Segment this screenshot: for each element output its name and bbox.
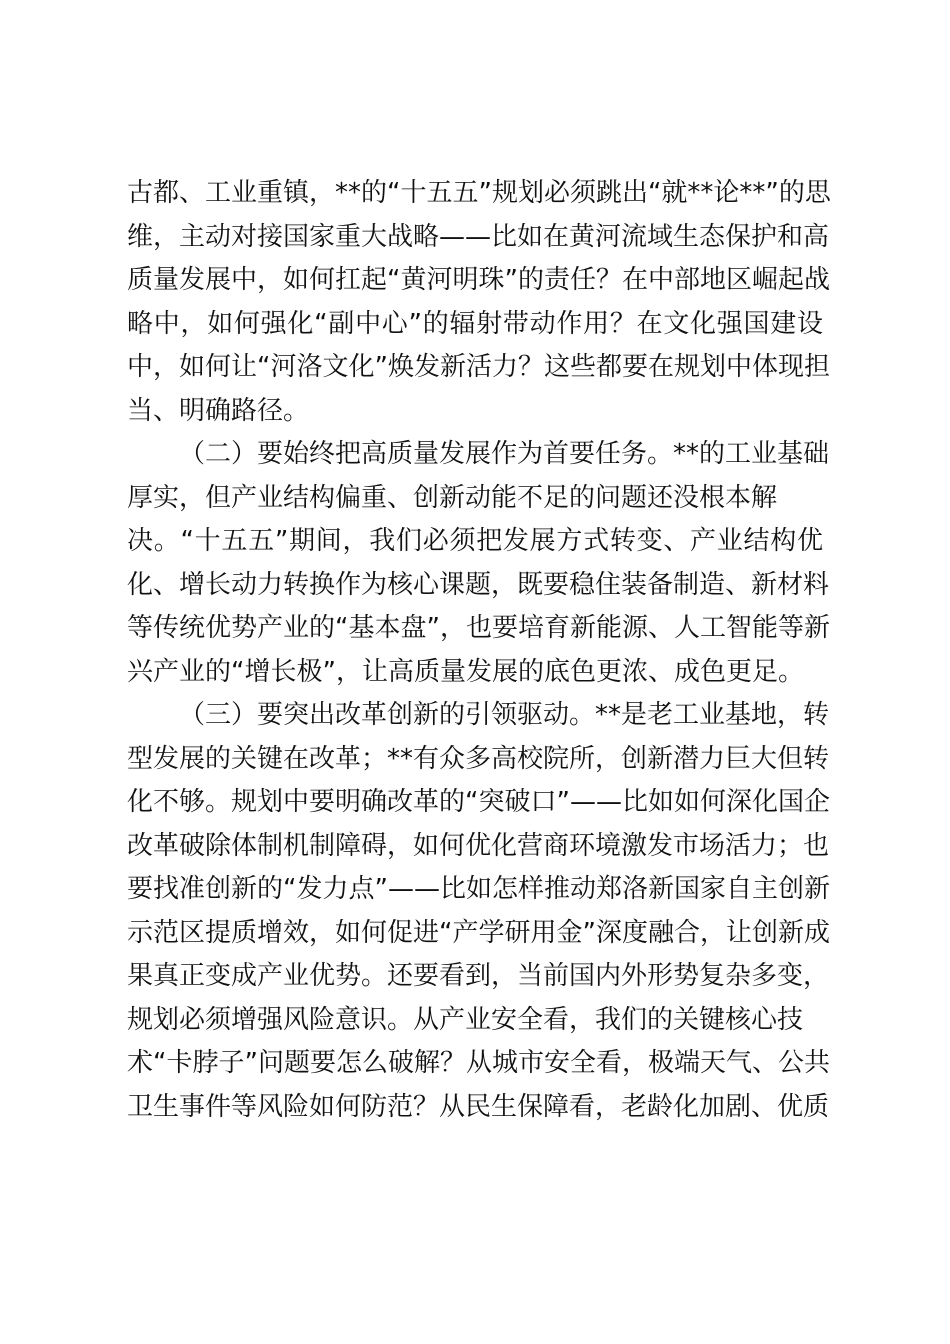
text-line: 改革破除体制机制障碍，如何优化营商环境激发市场活力；也 (127, 830, 830, 861)
text-line: 术“卡脖子”问题要怎么破解？从城市安全看，极端天气、公共 (127, 1048, 830, 1078)
paragraph-heading-line: （三）要突出改革创新的引领驱动。**是老工业基地，转 (179, 700, 830, 730)
text-line: 示范区提质增效，如何促进“产学研用金”深度融合，让创新成 (127, 917, 830, 948)
text-line: 化不够。规划中要明确改革的“突破口”——比如如何深化国企 (127, 787, 830, 817)
text-line: 化、增长动力转换作为核心课题，既要稳住装备制造、新材料 (127, 569, 830, 600)
text-line: 兴产业的“增长极”，让高质量发展的底色更浓、成色更足。 (127, 656, 804, 687)
text-line: 略中，如何强化“副中心”的辐射带动作用？在文化强国建设 (127, 308, 823, 339)
text-line: 果真正变成产业优势。还要看到，当前国内外形势复杂多变， (127, 961, 830, 991)
text-line: 决。“十五五”期间，我们必须把发展方式转变、产业结构优 (127, 526, 823, 556)
text-line: 等传统优势产业的“基本盘”，也要培育新能源、人工智能等新 (127, 613, 830, 643)
text-line: 维，主动对接国家重大战略——比如在黄河流域生态保护和高 (127, 221, 830, 252)
text-line: 质量发展中，如何扛起“黄河明珠”的责任？在中部地区崛起战 (127, 265, 830, 295)
text-line: 规划必须增强风险意识。从产业安全看，我们的关键核心技 (127, 1004, 804, 1035)
text-line: 古都、工业重镇，**的“十五五”规划必须跳出“就**论**”的思 (127, 178, 831, 208)
text-line: 当、明确路径。 (127, 395, 310, 426)
document-body (127, 172, 831, 1129)
paragraph-heading-line: （二）要始终把高质量发展作为首要任务。**的工业基础 (179, 439, 830, 469)
text-line: 卫生事件等风险如何防范？从民生保障看，老龄化加剧、优质 (127, 1091, 830, 1122)
text-line: 型发展的关键在改革；**有众多高校院所，创新潜力巨大但转 (127, 743, 830, 774)
text-line: 要找准创新的“发力点”——比如怎样推动郑洛新国家自主创新 (127, 874, 830, 904)
text-line: 厚实，但产业结构偏重、创新动能不足的问题还没根本解 (127, 482, 778, 513)
text-line: 中，如何让“河洛文化”焕发新活力？这些都要在规划中体现担 (127, 352, 830, 382)
